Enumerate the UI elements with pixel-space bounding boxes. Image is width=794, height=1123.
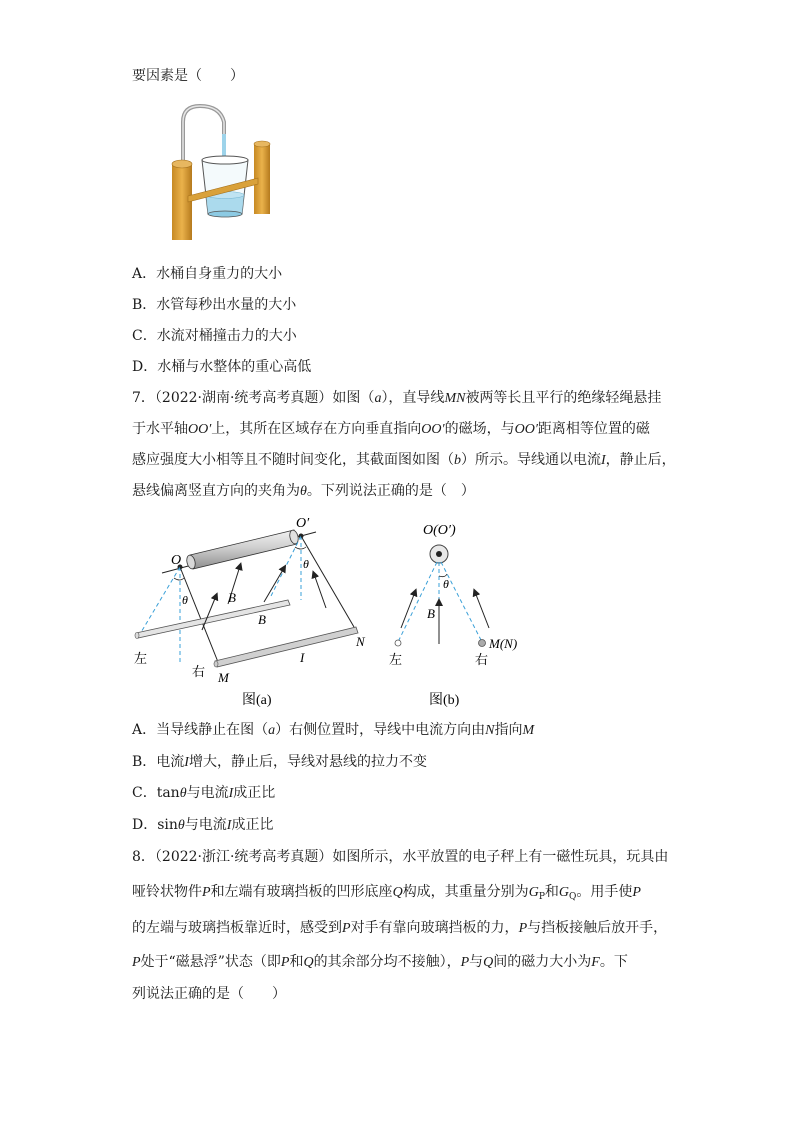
bucket-figure	[168, 100, 278, 240]
label-theta-b: θ	[443, 577, 449, 591]
label-oo-prime: O(O′)	[423, 523, 456, 538]
q6-option-a[interactable]: A．水桶自身重力的大小	[132, 266, 283, 282]
label-b-2: B	[258, 612, 266, 627]
question-8-line-5: 列说法正确的是（ ）	[132, 986, 286, 1002]
label-mn: M(N)	[489, 636, 518, 651]
cylinder	[190, 530, 297, 569]
caption-a: 图(a)	[242, 693, 272, 708]
label-theta-right: θ	[303, 557, 309, 571]
question-7-line-4: 悬线偏离竖直方向的夹角为θ。下列说法正确的是（ ）	[132, 483, 475, 499]
label-n: N	[356, 634, 365, 649]
q7-option-c[interactable]: C．tanθ与电流I成正比	[132, 785, 276, 801]
label-m: M	[218, 670, 229, 685]
q7-option-b[interactable]: B．电流I增大，静止后，导线对悬线的拉力不变	[132, 754, 427, 770]
wire-mn	[215, 627, 358, 667]
question-8-line-4: P处于“磁悬浮”状态（即P和Q的其余部分均不接触），P与Q间的磁力大小为F。下	[132, 954, 628, 970]
figure-a	[130, 512, 380, 712]
label-i: I	[300, 650, 305, 665]
q6-option-d[interactable]: D．水桶与水整体的重心高低	[132, 359, 312, 375]
label-o-prime: O′	[296, 516, 310, 531]
label-b-fig-b: B	[427, 606, 435, 621]
q6-option-b[interactable]: B．水管每秒出水量的大小	[132, 297, 297, 313]
question-8-line-1: 8．（2022·浙江·统考高考真题）如图所示，水平放置的电子秤上有一磁性玩具，玩具由	[132, 849, 669, 865]
question-7-line-3: 感应强度大小相等且不随时间变化，其截面图如图（b）所示。导线通以电流I，静止后，	[132, 452, 676, 468]
wire-right-dot	[479, 640, 486, 647]
caption-b: 图(b)	[429, 693, 460, 708]
label-b-1: B	[228, 590, 236, 605]
question-7-line-1: 7．（2022·湖南·统考高考真题）如图（a），直导线MN被两等长且平行的绝缘轻绳悬挂	[132, 390, 662, 406]
label-left: 左	[134, 651, 148, 666]
label-left-b: 左	[389, 652, 403, 667]
q7-option-a[interactable]: A．当导线静止在图（a）右侧位置时，导线中电流方向由N指向M	[132, 722, 535, 738]
question-8-line-3: 的左端与玻璃挡板靠近时，感受到P对手有靠向玻璃挡板的力，P与挡板接触后放开手，	[132, 920, 668, 936]
question-6-stem-tail: 要因素是（ ）	[132, 68, 244, 84]
figure-b	[385, 512, 535, 712]
label-o: O	[171, 553, 182, 568]
label-right: 右	[192, 664, 206, 679]
q7-option-d[interactable]: D．sinθ与电流I成正比	[132, 817, 274, 833]
q6-option-c[interactable]: C．水流对桶撞击力的大小	[132, 328, 297, 344]
wire-left-dot	[395, 640, 401, 646]
question-8-line-2: 哑铃状物件P和左端有玻璃挡板的凹形底座Q构成，其重量分别为$G_P$和$G_Q$。用手使P	[132, 884, 641, 902]
question-7-line-2: 于水平轴OO′上，其所在区域存在方向垂直指向OO′的磁场，与OO′距离相等位置的磁	[132, 421, 650, 437]
label-theta-left: θ	[182, 593, 188, 607]
label-right-b: 右	[475, 652, 489, 667]
